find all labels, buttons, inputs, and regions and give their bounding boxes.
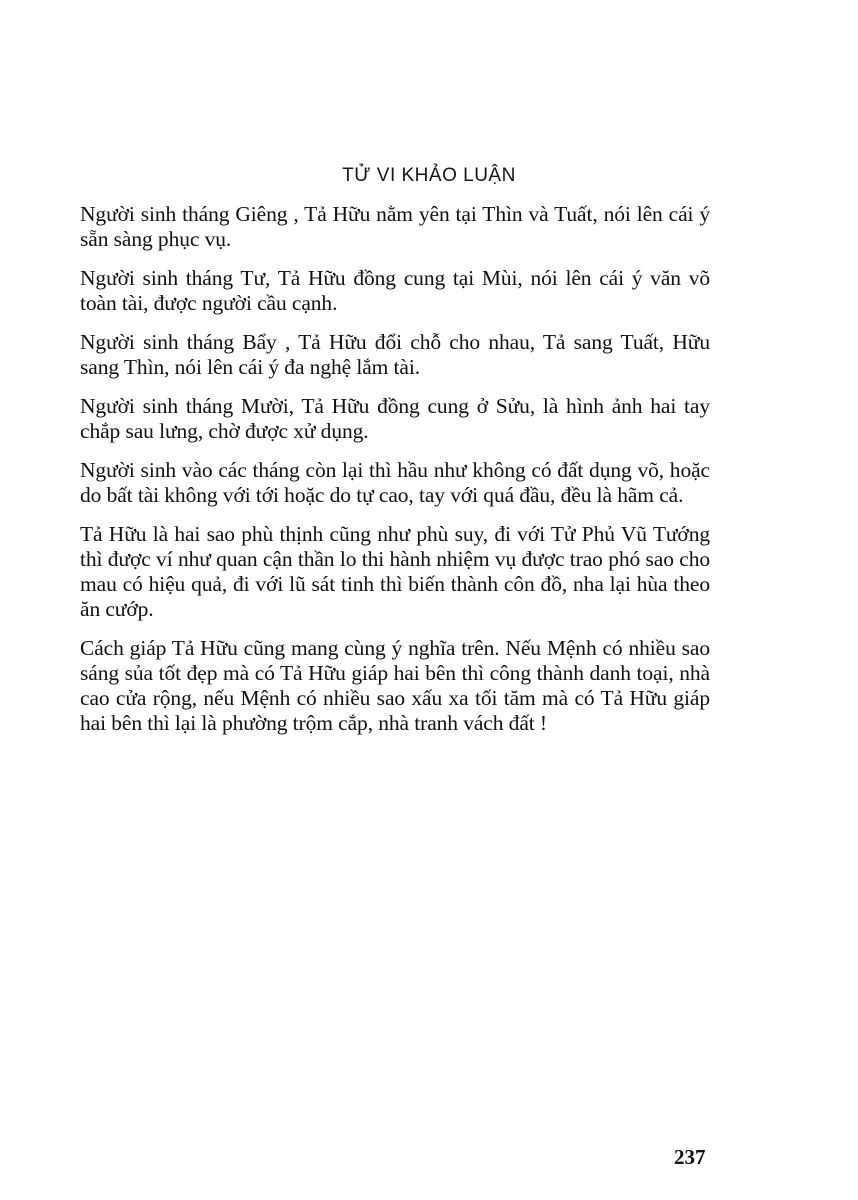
paragraph-cac-thang-con-lai: Người sinh vào các tháng còn lại thì hầu như không có đất dụng võ, hoặc do bất tài không với tới hoặc do tự cao, tay với quá đầu, đều là hãm cả. xyxy=(80,458,710,507)
paragraph-cach-giap-ta-huu: Cách giáp Tả Hữu cũng mang cùng ý nghĩa trên. Nếu Mệnh có nhiều sao sáng sủa tốt đẹp mà có Tả Hữu giáp hai bên thì công thành danh toại, nhà cao cửa rộng, nếu Mệnh có nhiều sao xấu xa tối tăm mà có Tả Hữu giáp hai bên thì lại là phường trộm cắp, nhà tranh vách đất ! xyxy=(80,636,710,735)
running-header: TỬ VI KHẢO LUẬN xyxy=(342,165,516,186)
page-number: 237 xyxy=(674,1145,706,1169)
paragraph-ta-huu-phu-thinh: Tả Hữu là hai sao phù thịnh cũng như phù suy, đi với Tử Phủ Vũ Tướng thì được ví như quan cận thần lo thi hành nhiệm vụ được trao phó sao cho mau có hiệu quả, đi với lũ sát tinh thì biến thành côn đồ, nha lại hùa theo ăn cướp. xyxy=(80,522,710,621)
paragraph-thang-gieng: Người sinh tháng Giêng , Tả Hữu nằm yên tại Thìn và Tuất, nói lên cái ý sẵn sàng phục vụ. xyxy=(80,202,710,251)
paragraph-thang-tu: Người sinh tháng Tư, Tả Hữu đồng cung tại Mùi, nói lên cái ý văn võ toàn tài, được người cầu cạnh. xyxy=(80,266,710,315)
body-text xyxy=(80,202,710,750)
paragraph-thang-bay: Người sinh tháng Bẩy , Tả Hữu đổi chỗ cho nhau, Tả sang Tuất, Hữu sang Thìn, nói lên cái ý đa nghệ lắm tài. xyxy=(80,330,710,379)
paragraph-thang-muoi: Người sinh tháng Mười, Tả Hữu đồng cung ở Sửu, là hình ảnh hai tay chắp sau lưng, chờ được xử dụng. xyxy=(80,394,710,443)
